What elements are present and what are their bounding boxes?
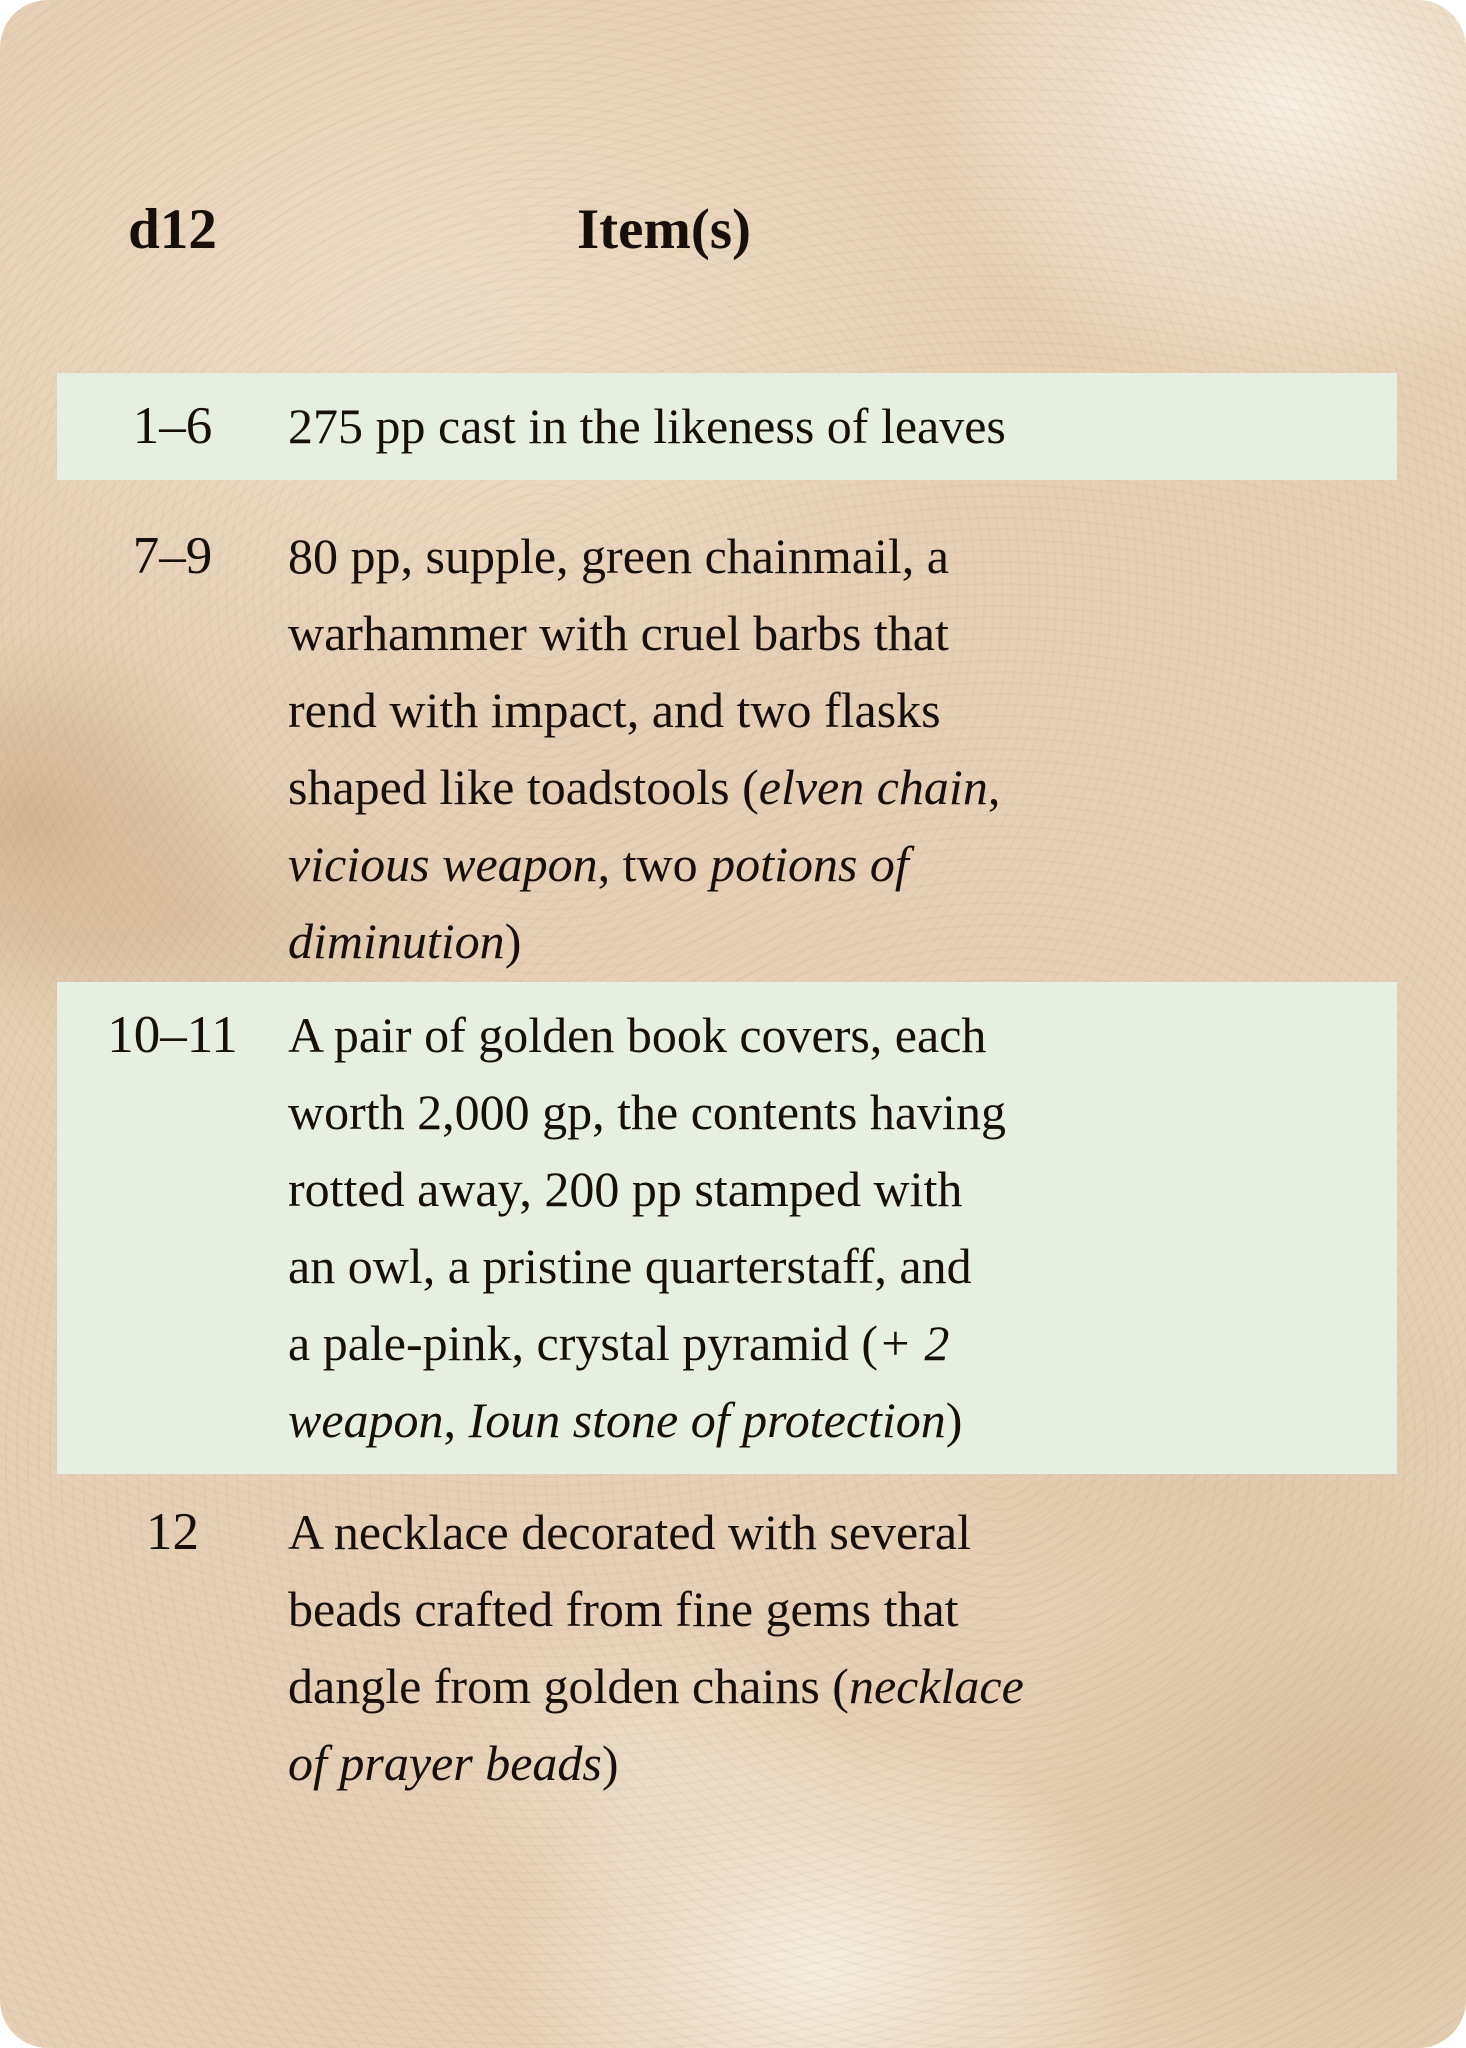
- item-cell: [288, 1494, 1397, 1802]
- dice-range-cell: 10–11: [107, 1006, 238, 1064]
- item-line: dangle from golden chains (necklace: [288, 1658, 1024, 1714]
- dice-range-cell: 12: [146, 1503, 199, 1561]
- item-line: A necklace decorated with several: [288, 1504, 971, 1560]
- loot-table: [57, 190, 1397, 1802]
- item-line: A pair of golden book covers, each: [288, 1007, 987, 1063]
- item-cell: [288, 997, 1397, 1459]
- item-line: shaped like toadstools (elven chain,: [288, 759, 1001, 815]
- item-line: worth 2,000 gp, the contents having: [288, 1084, 1006, 1140]
- item-line: a pale-pink, crystal pyramid (+ 2: [288, 1315, 950, 1371]
- item-line: rend with impact, and two flasks: [288, 682, 941, 738]
- item-line: 275 pp cast in the likeness of leaves: [288, 398, 1006, 454]
- item-line: vicious weapon, two potions of: [288, 836, 909, 892]
- item-line: an owl, a pristine quarterstaff, and: [288, 1238, 972, 1294]
- item-line: diminution): [288, 913, 522, 969]
- item-line: rotted away, 200 pp stamped with: [288, 1161, 963, 1217]
- table-row: [57, 373, 1397, 480]
- item-line: weapon, Ioun stone of protection): [288, 1392, 963, 1448]
- loot-table-body: [57, 373, 1397, 1802]
- dice-column-header: d12: [128, 198, 217, 261]
- item-cell: [288, 388, 1397, 465]
- item-line: beads crafted from fine gems that: [288, 1581, 959, 1637]
- table-row: [57, 982, 1397, 1474]
- dice-range-cell: 7–9: [132, 527, 213, 585]
- item-cell: [288, 518, 1397, 980]
- table-row: [57, 518, 1397, 980]
- item-line: of prayer beads): [288, 1735, 619, 1791]
- item-line: warhammer with cruel barbs that: [288, 605, 949, 661]
- dice-range-cell: 1–6: [132, 397, 213, 455]
- table-row: [57, 1494, 1397, 1802]
- table-header-row: [57, 190, 1397, 270]
- items-column-header: Item(s): [576, 198, 752, 261]
- item-line: 80 pp, supple, green chainmail, a: [288, 528, 949, 584]
